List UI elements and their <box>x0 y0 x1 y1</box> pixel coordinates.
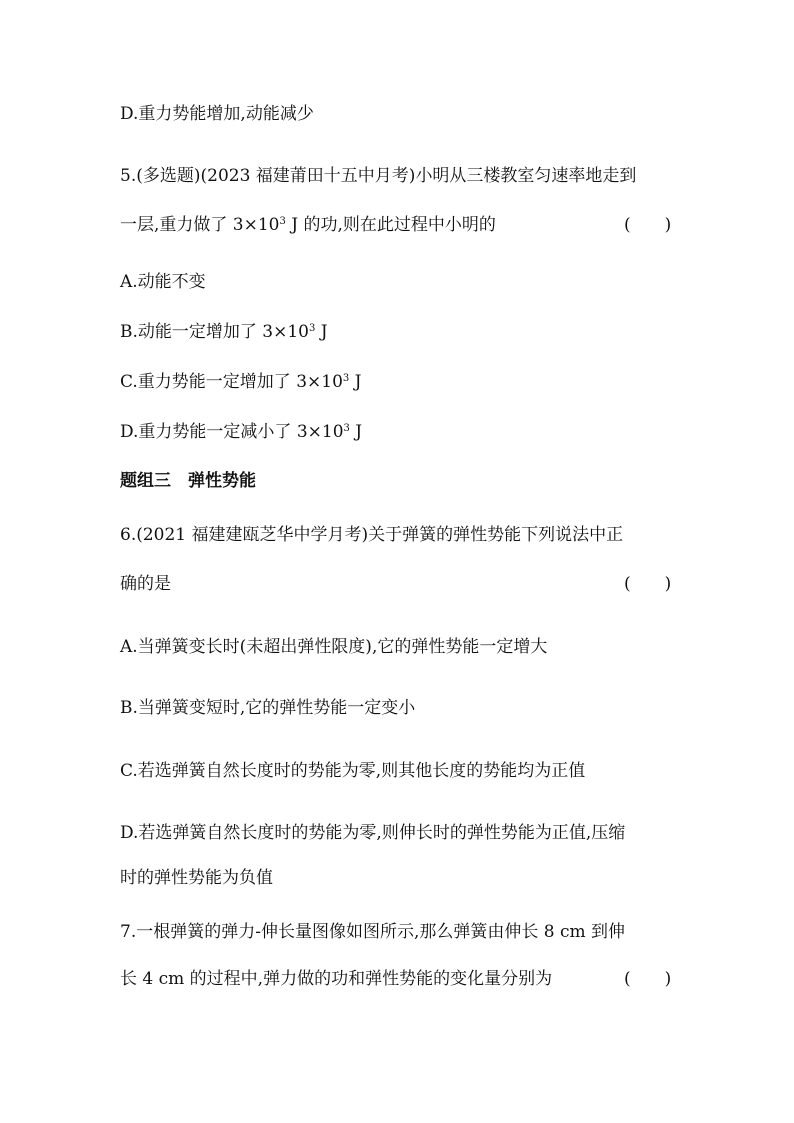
q5-option-b <box>120 320 328 344</box>
q5-option-d-unit: J <box>349 422 363 442</box>
q6-option-d-line-2: 时的弹性势能为负值 <box>120 868 273 888</box>
q5-number: 5. <box>120 166 137 186</box>
q6-line-1: 6.(2021 福建建瓯芝华中学月考)关于弹簧的弹性势能下列说法中正 <box>120 525 624 545</box>
q5-option-b-text: B.动能一定增加了 3×10 <box>120 322 309 342</box>
q6-answer-paren: ( ) <box>624 574 672 594</box>
q5-source: (多选题)(2023 福建莆田十五中月考) <box>136 166 416 186</box>
group-three-heading: 题组三 弹性势能 <box>120 471 256 491</box>
q7-answer-paren: ( ) <box>624 969 672 989</box>
q5-option-d <box>120 420 362 444</box>
q5-line-2 <box>120 213 496 237</box>
q5-text-1: 小明从三楼教室匀速率地走到 <box>415 166 637 186</box>
q7-line-1: 7.一根弹簧的弹力-伸长量图像如图所示,那么弹簧由伸长 8 cm 到伸 <box>120 922 626 942</box>
q5-option-c <box>120 370 362 394</box>
q5-option-c-text: C.重力势能一定增加了 3×10 <box>120 372 343 392</box>
q5-option-a-text: A.动能不变 <box>120 272 206 292</box>
q6-option-b: B.当弹簧变短时,它的弹性势能一定变小 <box>120 698 416 718</box>
q5-option-d-exponent: 3 <box>343 423 350 434</box>
q5-text-2b: J 的功,则在此过程中小明的 <box>285 215 496 235</box>
q5-option-a <box>120 270 206 294</box>
q5-answer-paren: ( ) <box>624 215 672 235</box>
q5-option-c-exponent: 3 <box>342 373 350 384</box>
q5-line-1 <box>120 164 636 188</box>
q4-option-d-text: D.重力势能增加,动能减少 <box>120 104 314 124</box>
q4-option-d <box>120 102 314 126</box>
q5-text-2-exponent: 3 <box>279 216 286 227</box>
q7-line-2: 长 4 cm 的过程中,弹力做的功和弹性势能的变化量分别为 <box>120 969 553 989</box>
q6-option-a: A.当弹簧变长时(未超出弹性限度),它的弹性势能一定增大 <box>120 637 548 657</box>
q6-option-d-line-1: D.若选弹簧自然长度时的势能为零,则伸长时的弹性势能为正值,压缩 <box>120 823 626 843</box>
q6-line-2: 确的是 <box>120 574 171 594</box>
q5-text-2a: 一层,重力做了 3×10 <box>120 215 280 235</box>
q5-option-d-text: D.重力势能一定减小了 3×10 <box>120 422 344 442</box>
q5-option-b-unit: J <box>315 322 328 342</box>
q5-option-b-exponent: 3 <box>309 323 316 334</box>
q5-option-c-unit: J <box>349 372 362 392</box>
q6-option-c: C.若选弹簧自然长度时的势能为零,则其他长度的势能均为正值 <box>120 761 586 781</box>
